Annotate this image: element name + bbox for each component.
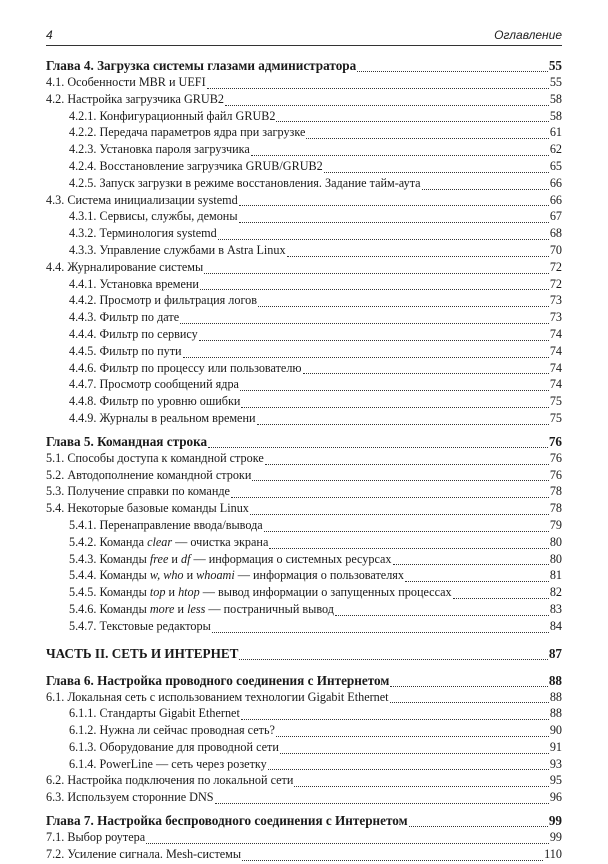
toc-entry — [46, 847, 562, 864]
toc-chapter — [46, 673, 562, 690]
dot-leader — [250, 513, 549, 515]
dot-leader — [280, 752, 549, 754]
toc-page-number: 76 — [549, 450, 562, 465]
toc-entry-title: 4.3.1. Сервисы, службы, демоны — [69, 209, 238, 224]
toc-entry — [46, 226, 562, 243]
toc-entry — [46, 501, 562, 518]
toc-entry — [46, 293, 562, 310]
toc-entry-title: 4.4.5. Фильтр по пути — [69, 343, 182, 358]
toc-entry-title: 4.2. Настройка загрузчика GRUB2 — [46, 91, 224, 106]
dot-leader — [264, 530, 549, 532]
toc-entry-title: 6.3. Используем сторонние DNS — [46, 790, 214, 805]
toc-entry — [46, 344, 562, 361]
toc-entry — [46, 468, 562, 485]
toc-entry — [46, 125, 562, 142]
toc-entry — [46, 277, 562, 294]
toc-entry-title: 4.2.4. Восстановление загрузчика GRUB/GRUB2 — [69, 158, 323, 173]
toc-entry — [46, 310, 562, 327]
toc-page-number: 76 — [548, 433, 562, 449]
toc-entry — [46, 361, 562, 378]
dot-leader — [251, 154, 549, 156]
dot-leader — [287, 255, 549, 257]
toc-page-number: 82 — [549, 585, 562, 600]
table-of-contents — [46, 58, 562, 864]
toc-entry-title: 4.2.2. Передача параметров ядра при загрузке — [69, 125, 306, 140]
dot-leader — [239, 204, 549, 206]
toc-page-number: 62 — [549, 142, 562, 157]
toc-entry — [46, 142, 562, 159]
toc-entry — [46, 790, 562, 807]
toc-entry — [46, 602, 562, 619]
toc-entry — [46, 619, 562, 636]
toc-entry — [46, 377, 562, 394]
toc-entry-title: 4.2.5. Запуск загрузки в режиме восстановления. Задание тайм-аута — [69, 175, 421, 190]
dot-leader — [200, 288, 549, 290]
toc-page-number: 68 — [549, 226, 562, 241]
toc-entry — [46, 830, 562, 847]
toc-chapter — [46, 434, 562, 451]
dot-leader — [409, 825, 548, 827]
dot-leader — [215, 802, 549, 804]
toc-entry — [46, 109, 562, 126]
dot-leader — [212, 631, 549, 633]
toc-entry-title: 5.4.4. Команды w, who и whoami — информация о пользователях — [69, 568, 404, 583]
dot-leader — [357, 70, 548, 72]
dot-leader — [265, 463, 549, 465]
toc-entry — [46, 773, 562, 790]
dot-leader — [335, 614, 549, 616]
toc-page-number: 88 — [548, 672, 562, 688]
toc-page-number: 96 — [549, 790, 562, 805]
toc-entry — [46, 411, 562, 428]
toc-entry-title: 5.4.5. Команды top и htop — вывод информации о запущенных процессах — [69, 585, 452, 600]
dot-leader — [231, 496, 549, 498]
toc-entry — [46, 484, 562, 501]
dot-leader — [252, 479, 548, 481]
toc-page-number: 65 — [549, 158, 562, 173]
toc-page-number: 88 — [549, 689, 562, 704]
page-number: 4 — [46, 28, 53, 42]
toc-entry — [46, 176, 562, 193]
toc-page-number: 88 — [549, 706, 562, 721]
toc-entry-title: 6.1.4. PowerLine — сеть через розетку — [69, 756, 267, 771]
dot-leader — [146, 842, 549, 844]
toc-entry-title: ЧАСТЬ II. СЕТЬ И ИНТЕРНЕТ — [46, 645, 239, 661]
toc-page-number: 80 — [549, 551, 562, 566]
toc-entry — [46, 209, 562, 226]
dot-leader — [294, 785, 548, 787]
toc-entry-title: 4.2.3. Установка пароля загрузчика — [69, 142, 250, 157]
dot-leader — [324, 171, 549, 173]
toc-entry-title: 4.4.2. Просмотр и фильтрация логов — [69, 293, 257, 308]
toc-page-number: 80 — [549, 534, 562, 549]
toc-entry — [46, 723, 562, 740]
toc-page-number: 75 — [549, 394, 562, 409]
dot-leader — [183, 356, 549, 358]
dot-leader — [241, 718, 549, 720]
toc-page-number: 55 — [548, 58, 562, 73]
toc-entry-title: 4.2.1. Конфигурационный файл GRUB2 — [69, 108, 276, 123]
toc-page-number: 99 — [548, 813, 562, 829]
dot-leader — [240, 389, 549, 391]
toc-page-number: 74 — [549, 343, 562, 358]
toc-entry-title: 4.3.3. Управление службами в Astra Linux — [69, 242, 286, 257]
toc-page-number: 72 — [549, 276, 562, 291]
toc-page-number: 83 — [549, 601, 562, 616]
toc-entry-title: 4.4. Журналирование системы — [46, 259, 204, 274]
toc-part — [46, 646, 562, 663]
toc-entry-title: 5.4.1. Перенаправление ввода/вывода — [69, 517, 263, 532]
toc-entry — [46, 451, 562, 468]
dot-leader — [204, 272, 549, 274]
toc-page-number: 74 — [549, 377, 562, 392]
toc-entry-title: 4.4.6. Фильтр по процессу или пользователю — [69, 360, 302, 375]
toc-entry-title: 5.4. Некоторые базовые команды Linux — [46, 501, 249, 516]
toc-page-number: 74 — [549, 360, 562, 375]
toc-page-number: 78 — [549, 501, 562, 516]
toc-page-number: 93 — [549, 756, 562, 771]
dot-leader — [242, 859, 543, 861]
dot-leader — [225, 104, 549, 106]
toc-entry — [46, 260, 562, 277]
toc-page-number: 78 — [549, 484, 562, 499]
toc-entry-title: 5.4.7. Текстовые редакторы — [69, 618, 211, 633]
dot-leader — [239, 658, 547, 660]
dot-leader — [180, 322, 549, 324]
toc-entry — [46, 552, 562, 569]
toc-entry — [46, 193, 562, 210]
dot-leader — [199, 339, 549, 341]
toc-entry — [46, 243, 562, 260]
toc-page-number: 76 — [549, 467, 562, 482]
toc-page-number: 66 — [549, 192, 562, 207]
dot-leader — [303, 372, 549, 374]
running-title: Оглавление — [494, 28, 562, 42]
toc-page-number: 73 — [549, 293, 562, 308]
toc-page-number: 81 — [549, 568, 562, 583]
dot-leader — [239, 221, 549, 223]
dot-leader — [276, 120, 548, 122]
toc-page-number: 91 — [549, 739, 562, 754]
toc-entry — [46, 159, 562, 176]
dot-leader — [405, 580, 549, 582]
dot-leader — [390, 685, 547, 687]
toc-entry-title: 5.4.3. Команды free и df — информация о системных ресурсах — [69, 551, 392, 566]
toc-page-number: 70 — [549, 242, 562, 257]
toc-page-number: 73 — [549, 310, 562, 325]
toc-page-number: 66 — [549, 175, 562, 190]
toc-entry-title: 4.4.7. Просмотр сообщений ядра — [69, 377, 239, 392]
toc-entry-title: 4.4.9. Журналы в реальном времени — [69, 410, 256, 425]
toc-entry-title: Глава 7. Настройка беспроводного соединения с Интернетом — [46, 813, 408, 829]
toc-entry-title: Глава 4. Загрузка системы глазами администратора — [46, 58, 357, 73]
toc-entry — [46, 568, 562, 585]
toc-entry-title: Глава 6. Настройка проводного соединения с Интернетом — [46, 672, 390, 688]
toc-page-number: 58 — [549, 91, 562, 106]
toc-page-number: 61 — [549, 125, 562, 140]
dot-leader — [218, 238, 549, 240]
toc-chapter — [46, 813, 562, 830]
toc-entry — [46, 394, 562, 411]
toc-entry-title: 7.1. Выбор роутера — [46, 830, 146, 845]
toc-page-number: 75 — [549, 410, 562, 425]
toc-page-number: 74 — [549, 326, 562, 341]
dot-leader — [258, 305, 549, 307]
toc-page-number: 84 — [549, 618, 562, 633]
dot-leader — [422, 188, 549, 190]
dot-leader — [306, 137, 548, 139]
toc-entry — [46, 690, 562, 707]
toc-entry-title: 4.4.4. Фильтр по сервису — [69, 326, 198, 341]
toc-entry-title: 5.4.6. Команды more и less — постраничный вывод — [69, 601, 334, 616]
toc-entry-title: 6.1. Локальная сеть с использованием технологии Gigabit Ethernet — [46, 689, 389, 704]
toc-entry-title: 5.3. Получение справки по команде — [46, 484, 230, 499]
toc-entry — [46, 585, 562, 602]
toc-entry-title: 4.3. Система инициализации systemd — [46, 192, 238, 207]
toc-entry-title: 7.2. Усиление сигнала. Mesh-системы — [46, 846, 242, 861]
toc-entry-title: Глава 5. Командная строка — [46, 433, 208, 449]
toc-entry — [46, 535, 562, 552]
toc-entry-title: 4.1. Особенности MBR и UEFI — [46, 75, 206, 89]
dot-leader — [393, 563, 549, 565]
toc-entry-title: 4.3.2. Терминология systemd — [69, 226, 217, 241]
toc-page-number: 87 — [548, 645, 562, 661]
toc-entry-title: 4.4.3. Фильтр по дате — [69, 310, 180, 325]
toc-page-number: 90 — [549, 723, 562, 738]
toc-page-number: 95 — [549, 773, 562, 788]
toc-entry-title: 4.4.8. Фильтр по уровню ошибки — [69, 394, 241, 409]
header-rule — [46, 45, 562, 46]
toc-entry — [46, 75, 562, 92]
toc-entry-title: 6.1.2. Нужна ли сейчас проводная сеть? — [69, 723, 275, 738]
dot-leader — [241, 406, 548, 408]
toc-page-number: 72 — [549, 259, 562, 274]
toc-page-number: 79 — [549, 517, 562, 532]
toc-entry — [46, 518, 562, 535]
toc-entry-title: 5.2. Автодополнение командной строки — [46, 467, 252, 482]
toc-entry — [46, 740, 562, 757]
dot-leader — [257, 423, 549, 425]
toc-entry-title: 6.1.1. Стандарты Gigabit Ethernet — [69, 706, 240, 721]
toc-entry-title: 5.4.2. Команда clear — очистка экрана — [69, 534, 269, 549]
toc-page-number: 67 — [549, 209, 562, 224]
toc-page-number: 110 — [544, 846, 562, 861]
dot-leader — [390, 701, 549, 703]
toc-entry-title: 6.2. Настройка подключения по локальной сети — [46, 773, 294, 788]
running-header — [46, 28, 562, 44]
toc-entry-title: 5.1. Способы доступа к командной строке — [46, 450, 264, 465]
toc-entry-title: 4.4.1. Установка времени — [69, 276, 199, 291]
dot-leader — [268, 768, 549, 770]
toc-entry — [46, 92, 562, 109]
toc-chapter — [46, 58, 562, 75]
toc-entry — [46, 706, 562, 723]
dot-leader — [208, 446, 548, 448]
toc-entry — [46, 327, 562, 344]
dot-leader — [276, 735, 549, 737]
toc-page-number: 55 — [549, 75, 562, 89]
dot-leader — [453, 597, 549, 599]
toc-page-number: 99 — [549, 830, 562, 845]
dot-leader — [269, 547, 548, 549]
toc-entry — [46, 757, 562, 774]
toc-entry-title: 6.1.3. Оборудование для проводной сети — [69, 739, 279, 754]
dot-leader — [207, 87, 549, 89]
toc-page-number: 58 — [549, 108, 562, 123]
